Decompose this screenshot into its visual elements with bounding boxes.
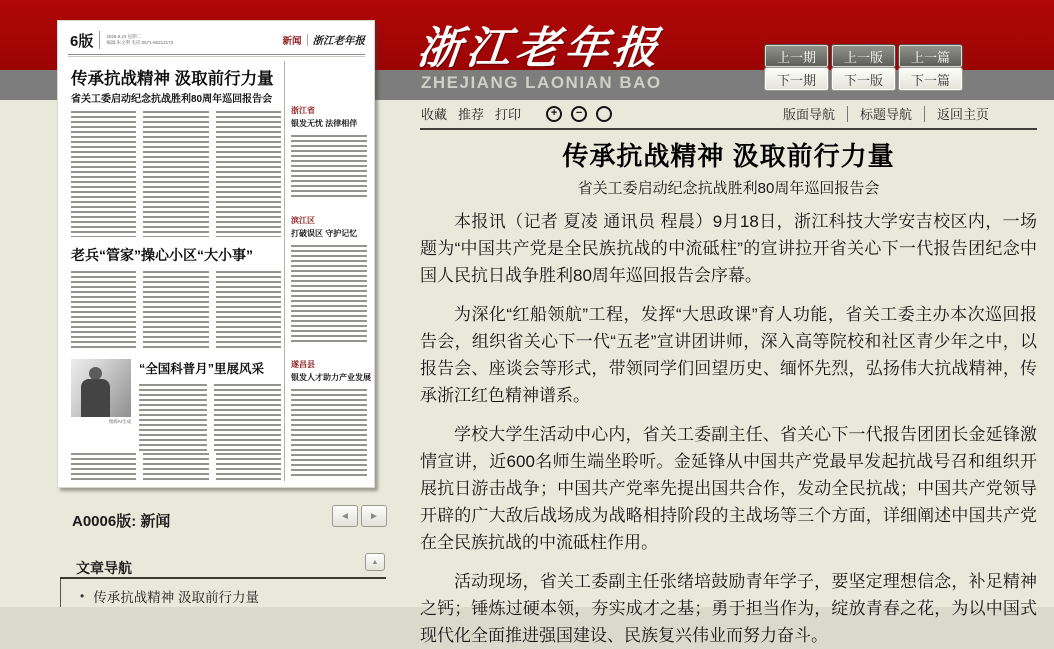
newsprint-text-placeholder bbox=[71, 111, 281, 237]
article-nav-item-label: 传承抗战精神 汲取前行力量 bbox=[93, 590, 259, 605]
divider bbox=[307, 34, 308, 46]
brief-region-label: 浙江省 bbox=[291, 106, 315, 115]
article-nav-title: 文章导航 bbox=[76, 560, 132, 576]
article-paragraph: 活动现场，省关工委副主任张绪培鼓励青年学子，要坚定理想信念，补足精神之钙；锤炼过硬本领，夯实成才之基；勇于担当作为，绽放青春之花，为以中国式现代化全面推进强国建设、民族复兴伟业而努力奋斗。 bbox=[420, 572, 1037, 645]
newspaper-page-preview[interactable] bbox=[57, 20, 375, 488]
newsprint-photo-caption: 图源AI生成 bbox=[108, 419, 131, 424]
newsprint-brief bbox=[291, 359, 371, 479]
newsprint-column-rule bbox=[284, 61, 285, 481]
article-body bbox=[420, 196, 1037, 649]
newsprint-section-name: 新闻 bbox=[282, 36, 302, 47]
recommend-link[interactable]: 推荐 bbox=[458, 107, 485, 122]
divider bbox=[924, 106, 925, 122]
newsprint-text-placeholder bbox=[71, 453, 281, 481]
brief-region-label: 遂昌县 bbox=[291, 360, 315, 369]
next-page-arrow-button[interactable]: ► bbox=[361, 505, 387, 527]
article-paragraph: 学校大学生活动中心内，省关工委副主任、省关心下一代报告团团长金延锋激情宣讲，近600名师生端坐聆听。金延锋从中国共产党最早发起抗战号召和组织开展抗日游击战争；中国共产党率先提出国共合作，发动全民抗战；中国共产党领导开辟的广大敌后战场成为战略相持阶段的主战场等三个方面，详细阐述中国共产党在全民族抗战的中流砥柱作用。 bbox=[420, 425, 1037, 552]
next-article-button[interactable]: 下一篇 bbox=[899, 68, 962, 90]
newspaper-logo: 浙江老年报 bbox=[414, 23, 666, 74]
title-navigation-link[interactable]: 标题导航 bbox=[860, 107, 913, 122]
prev-page-arrow-button[interactable]: ◄ bbox=[332, 505, 358, 527]
next-page-button[interactable]: 下一版 bbox=[832, 68, 895, 90]
prev-article-button[interactable]: 上一篇 bbox=[899, 45, 962, 67]
newsprint-text-placeholder bbox=[291, 389, 367, 479]
brief-region-label: 滨江区 bbox=[291, 216, 315, 225]
newsprint-headline-3: “全国科普月”里展风采 bbox=[139, 362, 265, 376]
newsprint-date: 2025.9.23 星期二 bbox=[106, 34, 142, 39]
next-issue-button[interactable]: 下一期 bbox=[765, 68, 828, 90]
current-page-label: A0006版: 新闻 bbox=[72, 513, 171, 530]
zoom-controls bbox=[546, 106, 612, 122]
newsprint-date-block bbox=[106, 34, 173, 46]
newsprint-headline-1: 传承抗战精神 汲取前行力量 bbox=[71, 70, 274, 88]
article-nav-border bbox=[60, 579, 61, 607]
article-paragraph: 本报讯（记者 夏凌 通讯员 程晨）9月18日，浙江科技大学安吉校区内，一场题为“中国共产党是全民族抗战的中流砥柱”的宣讲拉开省关心下一代报告团纪念中国人民抗日战争胜利80周年巡回报告会序幕。 bbox=[420, 212, 1037, 285]
brief-title: 银发无忧 法律相伴 bbox=[291, 119, 358, 128]
newsprint-headline-2: 老兵“管家”操心小区“大小事” bbox=[71, 247, 253, 263]
newsprint-photo bbox=[71, 359, 131, 417]
brief-title: 打破误区 守护记忆 bbox=[291, 229, 358, 238]
brief-title: 银发人才助力产业发展 bbox=[291, 373, 371, 382]
newsprint-article-3 bbox=[71, 359, 281, 452]
favorite-link[interactable]: 收藏 bbox=[421, 107, 448, 122]
toolbar-left bbox=[421, 104, 612, 123]
content-divider-line bbox=[420, 128, 1037, 130]
newsprint-text-placeholder bbox=[291, 135, 367, 199]
newsprint-editor: 编辑:朱文利 电话:0571-85212173 bbox=[106, 40, 174, 45]
article-nav-item[interactable] bbox=[80, 586, 259, 606]
prev-page-button[interactable]: 上一版 bbox=[832, 45, 895, 67]
newsprint-text-placeholder bbox=[71, 271, 281, 351]
article-paragraph: 为深化“红船领航”工程，发挥“大思政课”育人功能，省关工委主办本次巡回报告会，组织省关心下一代“五老”宣讲团讲师，深入高等院校和社区青少年之中，以报告会、座谈会等形式，带领同学们回望历史、缅怀先烈，弘扬伟大抗战精神，传承浙江红色精神谱系。 bbox=[420, 305, 1037, 405]
bullet-icon: • bbox=[80, 589, 85, 603]
newsprint-paper-name: 浙江老年报 bbox=[312, 34, 365, 47]
newsprint-photo-block bbox=[71, 359, 131, 452]
zoom-in-icon[interactable]: + bbox=[546, 106, 562, 122]
page-arrows bbox=[332, 505, 387, 527]
page-navigation-link[interactable]: 版面导航 bbox=[783, 107, 836, 122]
newsprint-brief bbox=[291, 105, 367, 199]
newsprint-text-placeholder bbox=[291, 245, 367, 345]
divider bbox=[847, 106, 848, 122]
article-subtitle: 省关工委启动纪念抗战胜利80周年巡回报告会 bbox=[577, 180, 880, 197]
newsprint-text-placeholder bbox=[139, 384, 281, 452]
prev-issue-button[interactable]: 上一期 bbox=[765, 45, 828, 67]
newspaper-logo-pinyin: ZHEJIANG LAONIAN BAO bbox=[421, 73, 662, 92]
newsprint-header bbox=[70, 27, 365, 53]
newsprint-subhead-1: 省关工委启动纪念抗战胜利80周年巡回报告会 bbox=[71, 94, 273, 105]
newsprint-sidebar bbox=[291, 105, 371, 479]
collapse-up-button[interactable]: ▲ bbox=[365, 553, 385, 571]
newsprint-brief bbox=[291, 215, 367, 345]
article-nav-rule bbox=[60, 577, 386, 579]
home-link[interactable]: 返回主页 bbox=[937, 107, 990, 122]
zoom-out-icon[interactable]: − bbox=[571, 106, 587, 122]
divider bbox=[99, 31, 100, 49]
newsprint-header-rule bbox=[68, 54, 365, 57]
toolbar-right bbox=[783, 104, 989, 123]
print-link[interactable]: 打印 bbox=[495, 107, 522, 122]
issue-navigation bbox=[765, 45, 962, 90]
newsprint-page-number: 6版 bbox=[70, 32, 94, 50]
actual-size-icon[interactable] bbox=[596, 106, 612, 122]
article-title: 传承抗战精神 汲取前行力量 bbox=[562, 141, 895, 171]
